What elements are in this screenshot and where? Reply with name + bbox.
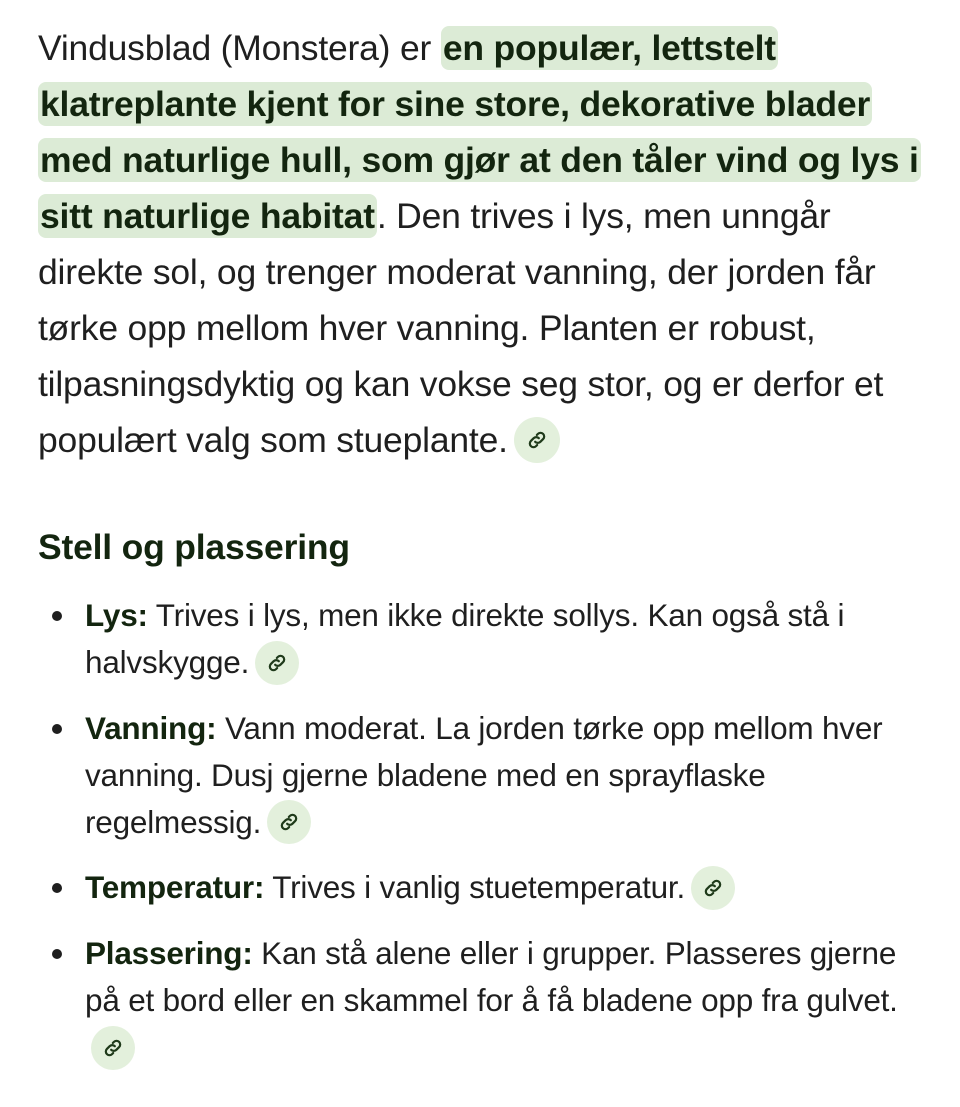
source-link-button[interactable]	[691, 866, 735, 910]
care-list	[38, 592, 922, 1072]
bullet-dot	[52, 883, 62, 893]
intro-rest-text: . Den trives i lys, men unngår direkte sol, og trenger moderat vanning, der jorden får tørke opp mellom hver vanning. Planten er robust, tilpasningsdyktig og kan vokse seg stor, og er derfor et populært valg som stueplante.	[38, 196, 884, 460]
list-item-term: Vanning:	[85, 709, 217, 746]
link-icon	[526, 429, 548, 451]
list-item-term: Temperatur:	[85, 869, 265, 906]
list-item-lys	[38, 592, 922, 687]
list-item-vanning	[38, 705, 922, 847]
list-item-text: Trives i vanlig stuetemperatur.	[264, 869, 686, 906]
intro-lead-text: Vindusblad (Monstera) er	[38, 28, 441, 68]
link-icon	[702, 877, 724, 899]
intro-highlighted-text: en populær, lettstelt klatreplante kjent for sine store, dekorative blader med naturlige hull, som gjør at den tåler vind og lys i sitt naturlige habitat	[40, 28, 919, 236]
source-link-button[interactable]	[255, 641, 299, 685]
intro-paragraph	[38, 20, 922, 468]
bullet-dot	[52, 611, 62, 621]
list-item-term: Plassering:	[85, 935, 253, 972]
list-item-text: Trives i lys, men ikke direkte sollys. Kan også stå i halvskygge.	[85, 597, 845, 680]
section-heading: Stell og plassering	[38, 527, 350, 567]
list-item-term: Lys:	[85, 597, 148, 633]
bullet-dot	[52, 949, 62, 959]
bullet-dot	[52, 724, 62, 734]
list-item-text: Vann moderat. La jorden tørke opp mellom hver vanning. Dusj gjerne bladene med en sprayflaske regelmessig.	[85, 709, 883, 840]
link-icon	[102, 1037, 124, 1059]
link-icon	[278, 811, 300, 833]
source-link-button[interactable]	[91, 1026, 135, 1070]
source-link-button[interactable]	[514, 417, 560, 463]
list-item-temperatur	[38, 864, 922, 912]
source-link-button[interactable]	[267, 800, 311, 844]
list-item-text: Kan stå alene eller i grupper. Plasseres gjerne på et bord eller en skammel for å få bladene opp fra gulvet.	[85, 935, 898, 1019]
link-icon	[266, 652, 288, 674]
list-item-plassering	[38, 930, 922, 1072]
